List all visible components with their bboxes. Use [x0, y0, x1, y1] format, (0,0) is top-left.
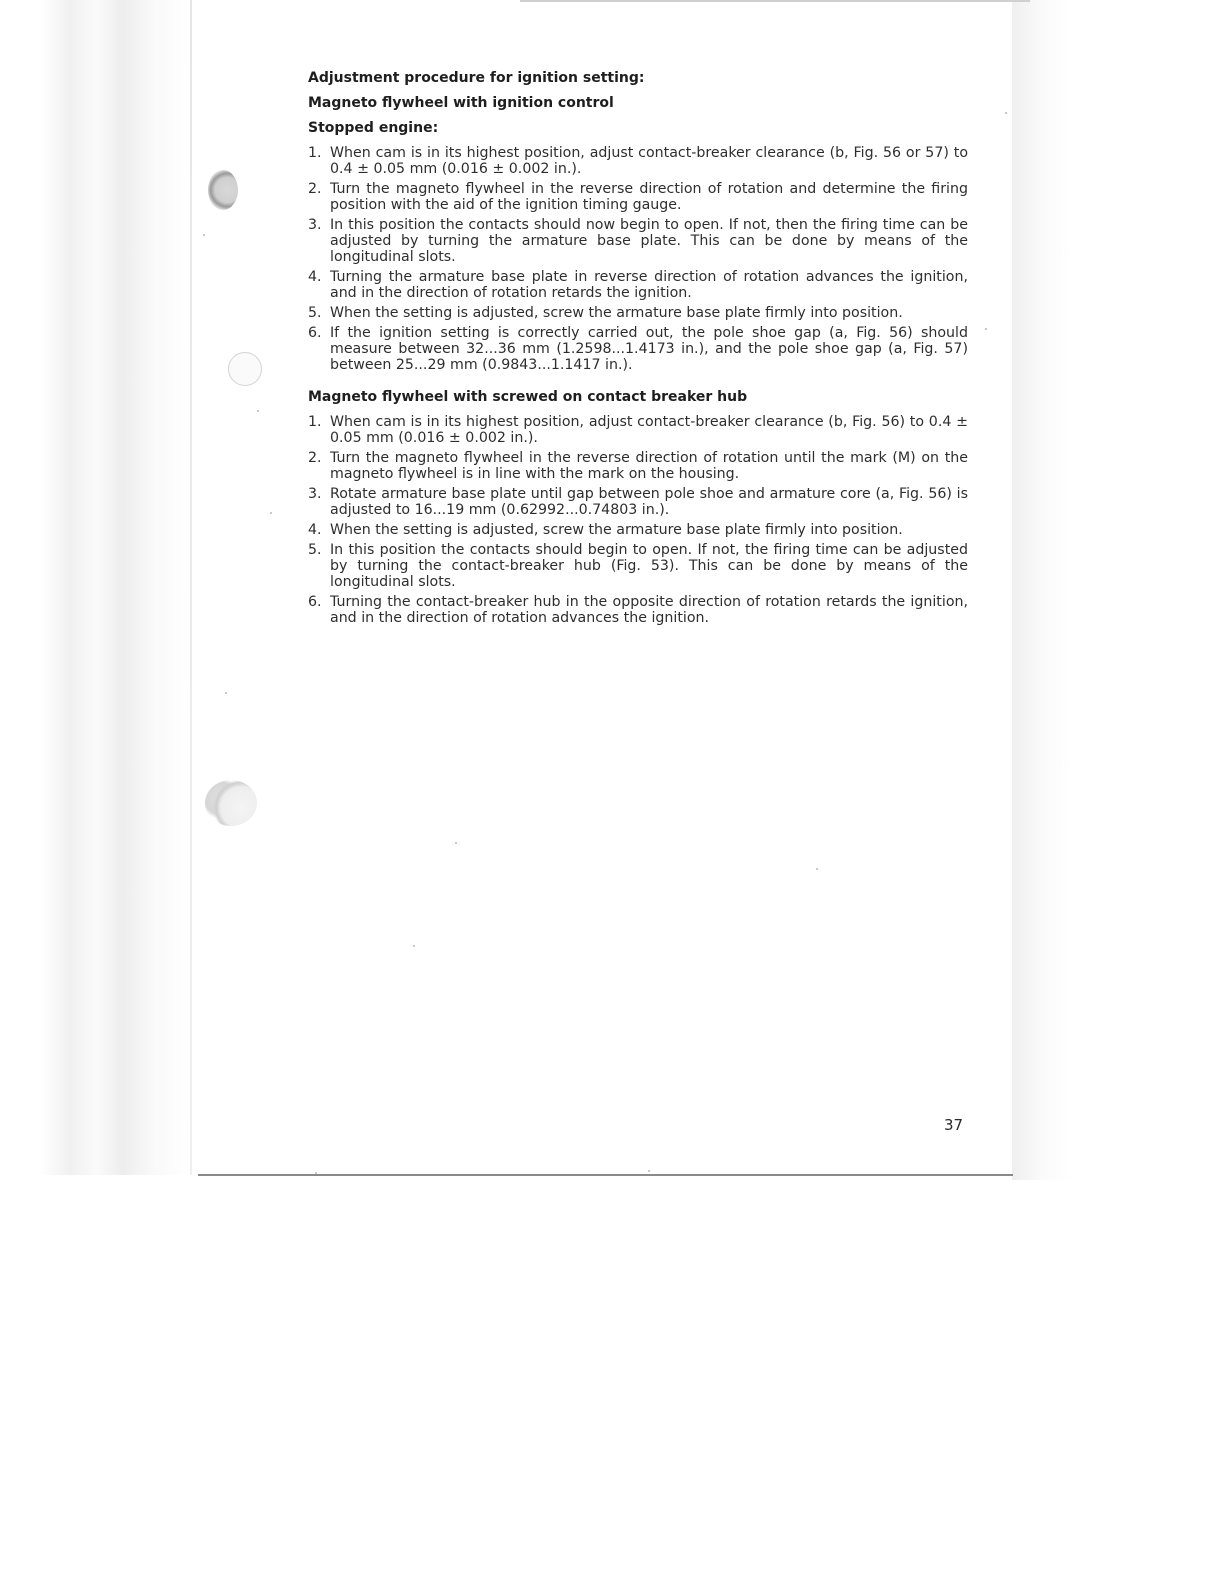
step-text: If the ignition setting is correctly carried out, the pole shoe gap (a, Fig. 56) should measure between 32...36 mm (1.2598...1.4173 in.), and the pole shoe gap (a, Fig. 57) between 25...29 mm (0.9843...1.1417 in.). [330, 325, 968, 373]
list-item [308, 325, 968, 373]
step-text: When the setting is adjusted, screw the armature base plate firmly into position. [330, 305, 903, 321]
list-item [308, 522, 968, 538]
step-number: 5. [308, 305, 322, 321]
step-text: When cam is in its highest position, adjust contact-breaker clearance (b, Fig. 56 or 57) to 0.4 ± 0.05 mm (0.016 ± 0.002 in.). [330, 145, 968, 177]
step-text: Rotate armature base plate until gap between pole shoe and armature core (a, Fig. 56) is adjusted to 16...19 mm (0.62992...0.74803 in.). [330, 486, 968, 518]
page-edge-top [520, 0, 1030, 2]
step-text: Turning the armature base plate in reverse direction of rotation advances the ignition, and in the direction of rotation retards the ignition. [330, 269, 968, 301]
step-text: When the setting is adjusted, screw the armature base plate firmly into position. [330, 522, 903, 538]
list-item [308, 145, 968, 177]
list-item [308, 594, 968, 626]
scan-speck [315, 1172, 317, 1174]
step-text: In this position the contacts should begin to open. If not, the firing time can be adjusted by turning the contact-breaker hub (Fig. 53). This can be done by means of the longitudinal slots. [330, 542, 968, 590]
step-number: 3. [308, 486, 322, 502]
punch-hole-icon [228, 352, 262, 386]
step-number: 6. [308, 594, 322, 610]
scan-speck [203, 234, 205, 236]
step-number: 4. [308, 269, 322, 285]
scan-speck [270, 512, 272, 514]
step-number: 5. [308, 542, 322, 558]
scan-speck [648, 1170, 650, 1172]
list-item [308, 305, 968, 321]
step-number: 2. [308, 450, 322, 466]
scan-speck [985, 328, 987, 330]
scan-speck [225, 692, 227, 694]
page-edge-bottom [198, 1174, 1013, 1176]
binding-shadow-left [40, 0, 190, 1175]
step-number: 2. [308, 181, 322, 197]
list-item [308, 181, 968, 213]
list-item [308, 217, 968, 265]
scan-speck [455, 842, 457, 844]
step-number: 1. [308, 414, 322, 430]
sub-heading: Magneto flywheel with ignition control [308, 95, 614, 111]
step-text: Turning the contact-breaker hub in the opposite direction of rotation retards the ignition, and in the direction of rotation advances the ignition. [330, 594, 968, 626]
stopped-engine-heading: Stopped engine: [308, 120, 439, 136]
steps-list-section2 [308, 414, 968, 626]
step-text: Turn the magneto flywheel in the reverse direction of rotation and determine the firing position with the aid of the ignition timing gauge. [330, 181, 968, 213]
list-item [308, 542, 968, 590]
page-edge-left [190, 0, 192, 1175]
list-item [308, 450, 968, 482]
main-heading: Adjustment procedure for ignition setting: [308, 70, 645, 86]
scan-speck [1005, 112, 1007, 114]
binding-shadow-right [1012, 0, 1072, 1180]
step-number: 4. [308, 522, 322, 538]
step-number: 1. [308, 145, 322, 161]
list-item [308, 486, 968, 518]
section2-heading: Magneto flywheel with screwed on contact breaker hub [308, 389, 748, 405]
punch-hole-icon [208, 170, 238, 210]
punch-hole-icon [205, 780, 257, 826]
list-item [308, 269, 968, 301]
steps-list-section1 [308, 145, 968, 373]
step-text: In this position the contacts should now begin to open. If not, then the firing time can be adjusted by turning the armature base plate. This can be done by means of the longitudinal slots. [330, 217, 968, 265]
scan-speck [257, 410, 259, 412]
page-content [308, 70, 968, 630]
list-item [308, 414, 968, 446]
step-number: 3. [308, 217, 322, 233]
step-text: When cam is in its highest position, adjust contact-breaker clearance (b, Fig. 56) to 0.4 ± 0.05 mm (0.016 ± 0.002 in.). [330, 414, 968, 446]
page-number: 37 [944, 1116, 964, 1134]
scan-speck [816, 868, 818, 870]
step-text: Turn the magneto flywheel in the reverse direction of rotation until the mark (M) on the magneto flywheel is in line with the mark on the housing. [330, 450, 968, 482]
scan-speck [413, 945, 415, 947]
step-number: 6. [308, 325, 322, 341]
